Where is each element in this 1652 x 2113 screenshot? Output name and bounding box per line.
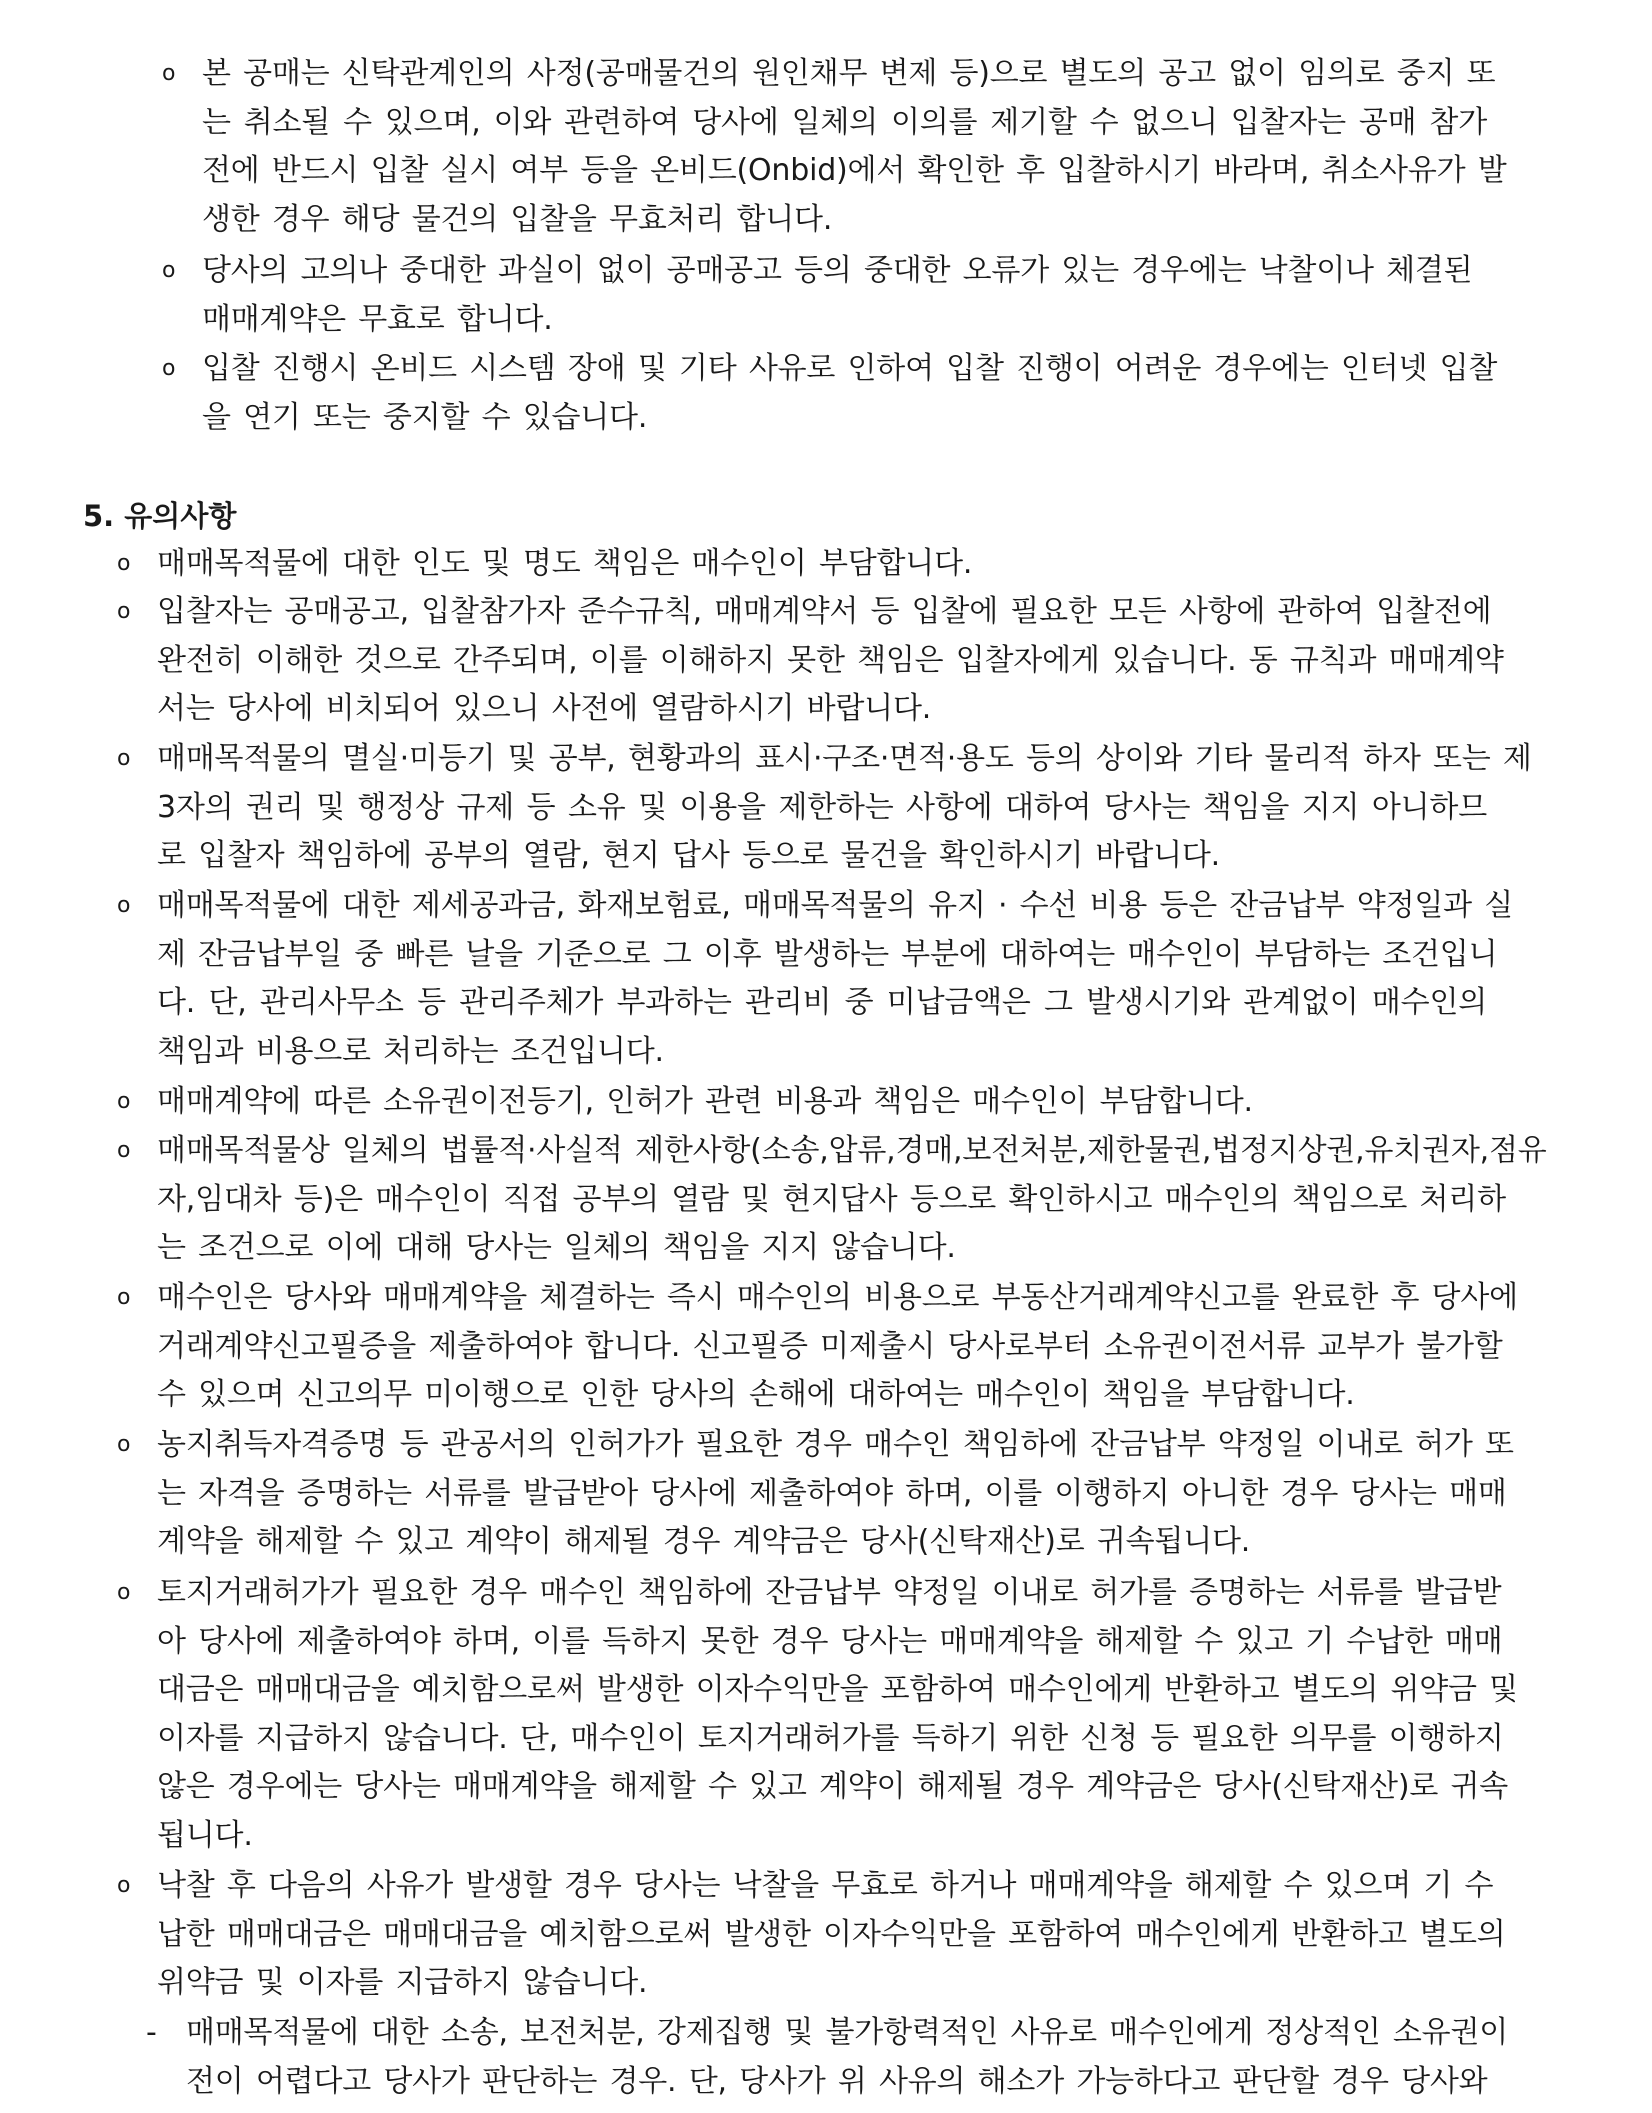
text-line: 로 입찰자 책임하에 공부의 열람, 현지 답사 등으로 물건을 확인하시기 바랍니다.: [157, 838, 1220, 873]
list-item: [117, 882, 1514, 1076]
text-line: 수 있으며 신고의무 미이행으로 인한 당사의 손해에 대하여는 매수인이 책임을 부담합니다.: [157, 1377, 1355, 1412]
text-line: 전에 반드시 입찰 실시 여부 등을 온비드(Onbid)에서 확인한 후 입찰하시기 바라며, 취소사유가 발: [202, 153, 1507, 188]
list-item: [117, 1421, 1514, 1567]
list-item: [117, 1862, 1506, 2008]
list-item-suspension-notice: [162, 50, 1507, 244]
text-line: 입찰자는 공매공고, 입찰참가자 준수규칙, 매매계약서 등 입찰에 필요한 모든 사항에 관하여 입찰전에: [157, 594, 1492, 629]
bullet-marker: o: [117, 1580, 131, 1605]
text-line: 거래계약신고필증을 제출하여야 합니다. 신고필증 미제출시 당사로부터 소유권이전서류 교부가 불가할: [157, 1328, 1503, 1364]
text-line: 본 공매는 신탁관계인의 사정(공매물건의 원인채무 변제 등)으로 별도의 공고 없이 임의로 중지 또: [202, 56, 1496, 91]
text-line: 매매목적물의 멸실·미등기 및 공부, 현황과의 표시·구조·면적·용도 등의 상이와 기타 물리적 하자 또는 제: [157, 741, 1532, 776]
bullet-marker: o: [117, 599, 131, 624]
bullet-marker: o: [117, 1873, 131, 1898]
list-item: [117, 1569, 1518, 1860]
text-line: 완전히 이해한 것으로 간주되며, 이를 이해하지 못한 책임은 입찰자에게 있습니다. 동 규칙과 매매계약: [157, 642, 1504, 678]
text-line: 책임과 비용으로 처리하는 조건입니다.: [157, 1033, 664, 1069]
text-line: 다. 단, 관리사무소 등 관리주체가 부과하는 관리비 중 미납금액은 그 발생시기와 관계없이 매수인의: [157, 985, 1487, 1020]
dash-marker: -: [146, 2015, 157, 2050]
bullet-marker: o: [162, 258, 176, 283]
bullet-marker: o: [117, 551, 131, 576]
text-line: 낙찰 후 다음의 사유가 발생할 경우 당사는 낙찰을 무효로 하거나 매매계약을 해제할 수 있으며 기 수: [157, 1868, 1494, 1903]
text-line: 납한 매매대금은 매매대금을 예치함으로써 발생한 이자수익만을 포함하여 매수인에게 반환하고 별도의: [157, 1916, 1506, 1952]
list-item: [117, 588, 1504, 734]
text-line: 매매목적물에 대한 소송, 보전처분, 강제집행 및 불가항력적인 사유로 매수인에게 정상적인 소유권이: [186, 2015, 1509, 2050]
list-item: [117, 540, 1487, 589]
text-line: 않은 경우에는 당사는 매매계약을 해제할 수 있고 계약이 해제될 경우 계약금은 당사(신탁재산)로 귀속: [157, 1769, 1509, 1804]
text-line: 위약금 및 이자를 지급하지 않습니다.: [157, 1965, 648, 2000]
list-item: [117, 735, 1532, 881]
text-line: 는 조건으로 이에 대해 당사는 일체의 책임을 지지 않습니다.: [157, 1230, 956, 1265]
bullet-marker: o: [117, 1138, 131, 1163]
text-line: 농지취득자격증명 등 관공서의 인허가가 필요한 경우 매수인 책임하에 잔금납부 약정일 이내로 허가 또: [157, 1427, 1514, 1462]
text-line: 매매계약에 따른 소유권이전등기, 인허가 관련 비용과 책임은 매수인이 부담합니다.: [157, 1084, 1253, 1119]
text-line: 매매목적물상 일체의 법률적·사실적 제한사항(소송,압류,경매,보전처분,제한물권,법정지상권,유치권자,점유: [157, 1133, 1547, 1168]
text-line: 는 취소될 수 있으며, 이와 관련하여 당사에 일체의 이의를 제기할 수 없으니 입찰자는 공매 참가: [202, 104, 1487, 140]
text-line: 전이 어렵다고 당사가 판단하는 경우. 단, 당사가 위 사유의 해소가 가능하다고 판단할 경우 당사와: [186, 2063, 1488, 2099]
text-line: 서는 당사에 비치되어 있으니 사전에 열람하시기 바랍니다.: [157, 691, 932, 726]
text-line: 매수인은 당사와 매매계약을 체결하는 즉시 매수인의 비용으로 부동산거래계약신고를 완료한 후 당사에: [157, 1280, 1518, 1315]
text-line: 제 잔금납부일 중 빠른 날을 기준으로 그 이후 발생하는 부분에 대하여는 매수인이 부담하는 조건입니: [157, 936, 1498, 972]
sub-list-item: [146, 2009, 1509, 2106]
text-line: 됩니다.: [157, 1817, 253, 1853]
bullet-marker: o: [162, 356, 176, 381]
bullet-marker: o: [117, 1089, 131, 1114]
text-line: 계약을 해제할 수 있고 계약이 해제될 경우 계약금은 당사(신탁재산)로 귀속됩니다.: [157, 1524, 1251, 1559]
text-line: 매매목적물에 대한 인도 및 명도 책임은 매수인이 부담합니다.: [157, 546, 973, 581]
text-line: 자,임대차 등)은 매수인이 직접 공부의 열람 및 현지답사 등으로 확인하시고 매수인의 책임으로 처리하: [157, 1181, 1506, 1217]
text-line: 을 연기 또는 중지할 수 있습니다.: [202, 399, 648, 435]
section-heading: 5. 유의사항: [83, 499, 237, 533]
text-line: 매매계약은 무효로 합니다.: [202, 301, 553, 337]
list-item: [117, 1078, 1487, 1127]
text-line: 아 당사에 제출하여야 하며, 이를 득하지 못한 경우 당사는 매매계약을 해제할 수 있고 기 수납한 매매: [157, 1623, 1503, 1659]
text-line: 대금은 매매대금을 예치함으로써 발생한 이자수익만을 포함하여 매수인에게 반환하고 별도의 위약금 및: [157, 1672, 1518, 1707]
bullet-marker: o: [117, 893, 131, 918]
list-item: [117, 1127, 1547, 1273]
bullet-marker: o: [117, 746, 131, 771]
text-line: 이자를 지급하지 않습니다. 단, 매수인이 토지거래허가를 득하기 위한 신청 등 필요한 의무를 이행하지: [157, 1720, 1504, 1756]
list-item-onbid-delay: [162, 345, 1498, 442]
bullet-marker: o: [117, 1285, 131, 1310]
list-item-invalid-contract: [162, 247, 1473, 344]
text-line: 생한 경우 해당 물건의 입찰을 무효처리 합니다.: [202, 201, 833, 237]
bullet-marker: o: [117, 1432, 131, 1457]
text-line: 3자의 권리 및 행정상 규제 등 소유 및 이용을 제한하는 사항에 대하여 당사는 책임을 지지 아니하므: [157, 789, 1487, 825]
text-line: 토지거래허가가 필요한 경우 매수인 책임하에 잔금납부 약정일 이내로 허가를 증명하는 서류를 발급받: [157, 1575, 1502, 1610]
text-line: 매매목적물에 대한 제세공과금, 화재보험료, 매매목적물의 유지 · 수선 비용 등은 잔금납부 약정일과 실: [157, 888, 1514, 923]
bullet-marker: o: [162, 61, 176, 86]
text-line: 당사의 고의나 중대한 과실이 없이 공매공고 등의 중대한 오류가 있는 경우에는 낙찰이나 체결된: [202, 253, 1473, 288]
list-item: [117, 1274, 1518, 1420]
text-line: 는 자격을 증명하는 서류를 발급받아 당사에 제출하여야 하며, 이를 이행하지 아니한 경우 당사는 매매: [157, 1475, 1507, 1511]
text-line: 입찰 진행시 온비드 시스템 장애 및 기타 사유로 인하여 입찰 진행이 어려운 경우에는 인터넷 입찰: [202, 351, 1498, 386]
